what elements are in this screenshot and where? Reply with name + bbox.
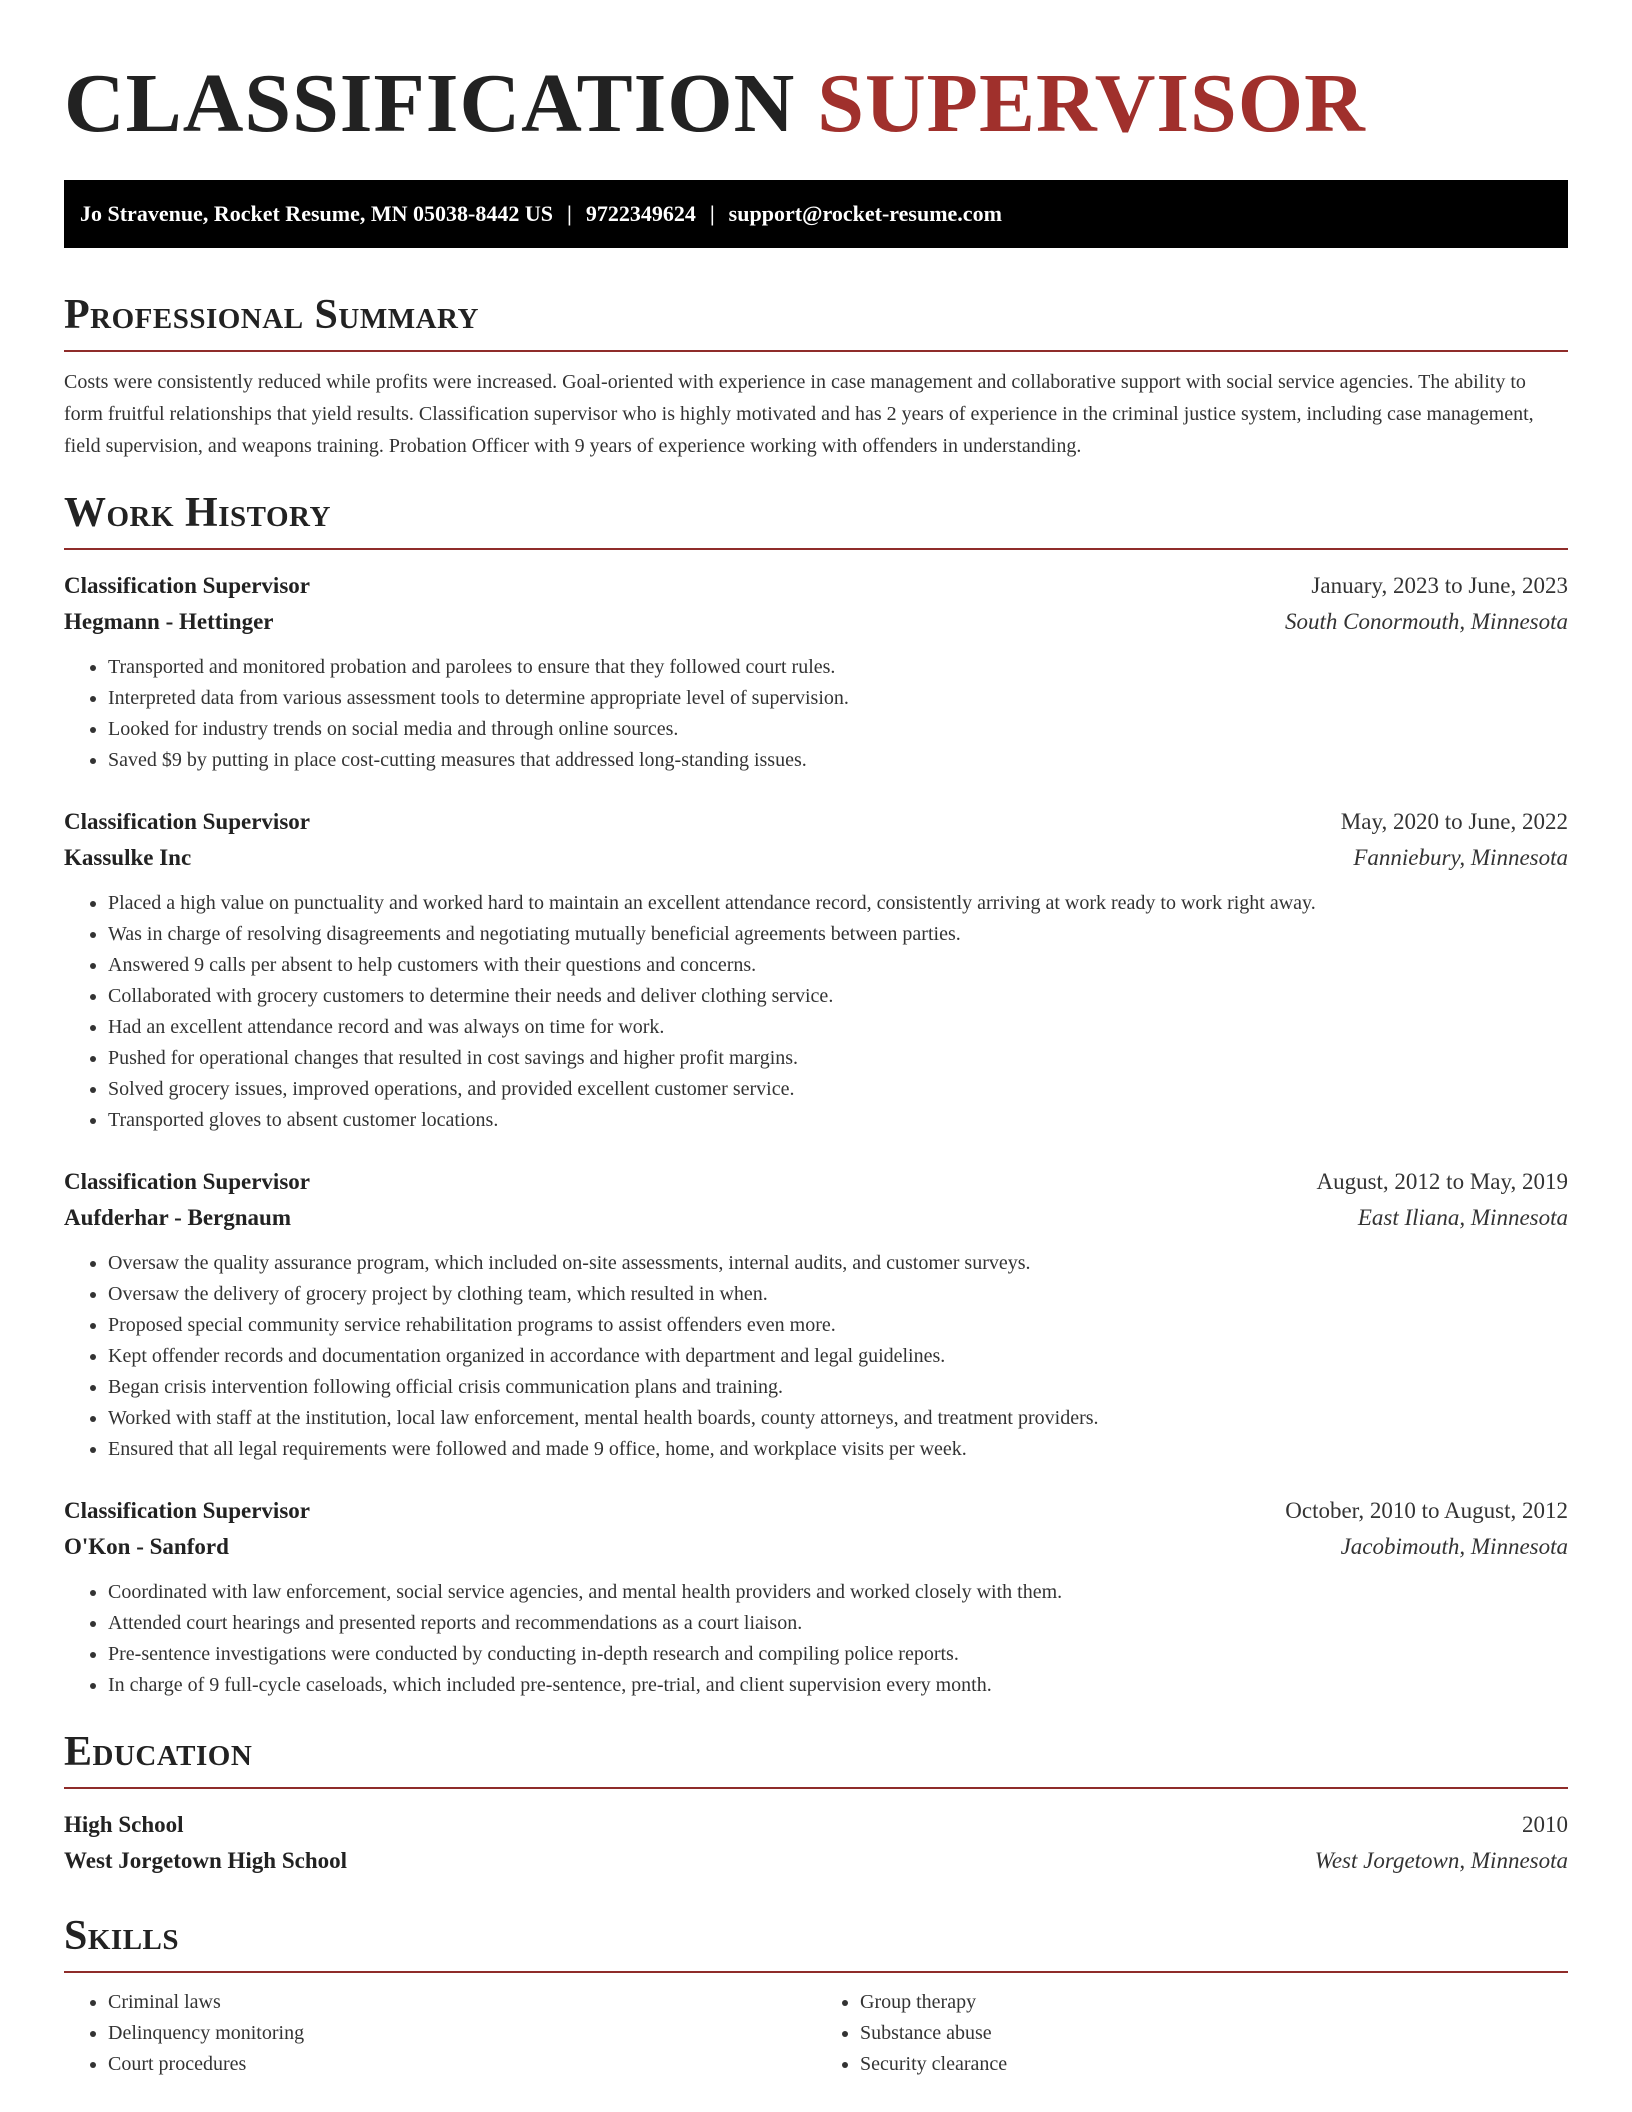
page-title	[64, 0, 1568, 152]
job-bullet-list	[64, 888, 1568, 1136]
job-bullet: • Ensured that all legal requirements were followed and made 9 office, home, and workplace visits per week.	[108, 1434, 1568, 1465]
job-entry	[64, 1164, 1568, 1465]
job-bullet: • Collaborated with grocery customers to determine their needs and deliver clothing service.	[108, 981, 1568, 1012]
job-company-row	[64, 840, 1568, 876]
job-company-row	[64, 1529, 1568, 1565]
skills-section	[64, 1911, 1568, 2080]
job-bullet: • Had an excellent attendance record and was always on time for work.	[108, 1012, 1568, 1043]
job-location: East Iliana, Minnesota	[1357, 1205, 1568, 1230]
job-dates: August, 2012 to May, 2019	[1316, 1169, 1568, 1194]
job-entry	[64, 804, 1568, 1136]
job-bullet: • Transported gloves to absent customer locations.	[108, 1105, 1568, 1136]
skill-item: • Group therapy	[860, 1987, 1568, 2018]
job-company-row	[64, 604, 1568, 640]
job-bullet: • Oversaw the quality assurance program, which included on-site assessments, internal audits, and customer surveys.	[108, 1248, 1568, 1279]
job-entry	[64, 568, 1568, 776]
job-dates: May, 2020 to June, 2022	[1340, 809, 1568, 834]
job-bullet: • Kept offender records and documentation organized in accordance with department and legal guidelines.	[108, 1341, 1568, 1372]
education-school: West Jorgetown High School	[64, 1848, 348, 1873]
contact-separator: |	[709, 201, 715, 226]
summary-text: Costs were consistently reduced while profits were increased. Goal-oriented with experience in case management and collaborative support with social service agencies. The ability to form fruitful relationships that yield results. Classification supervisor who is highly motivated and has 2 years of experience in the criminal justice system, including case management, field supervision, and weapons training. Probation Officer with 9 years of experience working with offenders in understanding.	[64, 371, 1534, 457]
education-year: 2010	[1522, 1812, 1568, 1837]
skills-column-left	[64, 1987, 816, 2080]
work-history-section	[64, 488, 1568, 1701]
contact-separator: |	[566, 201, 572, 226]
job-bullet: • Oversaw the delivery of grocery project by clothing team, which resulted in when.	[108, 1279, 1568, 1310]
contact-address: Jo Stravenue, Rocket Resume, MN 05038-8442 US	[80, 201, 553, 226]
skill-item: • Criminal laws	[108, 1987, 816, 2018]
education-section	[64, 1727, 1568, 1879]
summary-section	[64, 290, 1568, 462]
job-bullet: • Attended court hearings and presented reports and recommendations as a court liaison.	[108, 1608, 1568, 1639]
job-location: Fanniebury, Minnesota	[1353, 845, 1568, 870]
contact-phone: 9722349624	[585, 201, 696, 226]
job-header-row	[64, 804, 1568, 840]
section-divider	[64, 1787, 1568, 1789]
skill-item: • Court procedures	[108, 2049, 816, 2080]
job-bullet: • Worked with staff at the institution, local law enforcement, mental health boards, county attorneys, and treatment providers.	[108, 1403, 1568, 1434]
contact-email: support@rocket-resume.com	[728, 201, 1002, 226]
summary-heading: Professional Summary	[64, 292, 479, 338]
job-bullet: • Began crisis intervention following official crisis communication plans and training.	[108, 1372, 1568, 1403]
section-divider	[64, 1971, 1568, 1973]
skills-grid	[64, 1987, 1568, 2080]
job-location: Jacobimouth, Minnesota	[1340, 1534, 1568, 1559]
job-bullet: • Pushed for operational changes that resulted in cost savings and higher profit margins.	[108, 1043, 1568, 1074]
skills-column-right	[816, 1987, 1568, 2080]
education-degree-row	[64, 1807, 1568, 1843]
education-degree: High School	[64, 1812, 184, 1837]
job-bullet-list	[64, 1248, 1568, 1465]
title-second-word: SUPERVISOR	[817, 57, 1366, 150]
job-bullet: • Coordinated with law enforcement, social service agencies, and mental health providers and worked closely with them.	[108, 1577, 1568, 1608]
section-divider	[64, 548, 1568, 550]
job-bullet: • Interpreted data from various assessment tools to determine appropriate level of supervision.	[108, 683, 1568, 714]
work-history-heading: Work History	[64, 490, 331, 536]
job-bullet: • Pre-sentence investigations were conducted by conducting in-depth research and compiling police reports.	[108, 1639, 1568, 1670]
job-company: Kassulke Inc	[64, 845, 192, 870]
job-header-row	[64, 1164, 1568, 1200]
job-bullet: • In charge of 9 full-cycle caseloads, which included pre-sentence, pre-trial, and client supervision every month.	[108, 1670, 1568, 1701]
job-bullet: • Placed a high value on punctuality and worked hard to maintain an excellent attendance record, consistently arriving at work ready to work right away.	[108, 888, 1568, 919]
job-title: Classification Supervisor	[64, 1498, 310, 1523]
job-bullet: • Looked for industry trends on social media and through online sources.	[108, 714, 1568, 745]
title-first-word: CLASSIFICATION	[64, 57, 796, 150]
job-company: O'Kon - Sanford	[64, 1534, 229, 1559]
contact-bar	[64, 180, 1568, 248]
job-bullet: • Solved grocery issues, improved operations, and provided excellent customer service.	[108, 1074, 1568, 1105]
job-company: Hegmann - Hettinger	[64, 609, 274, 634]
education-school-row	[64, 1843, 1568, 1879]
skill-item: • Security clearance	[860, 2049, 1568, 2080]
job-header-row	[64, 568, 1568, 604]
education-entry	[64, 1807, 1568, 1879]
section-divider	[64, 350, 1568, 352]
skills-heading: Skills	[64, 1913, 180, 1959]
job-company: Aufderhar - Bergnaum	[64, 1205, 292, 1230]
job-dates: October, 2010 to August, 2012	[1285, 1498, 1568, 1523]
skill-item: • Substance abuse	[860, 2018, 1568, 2049]
job-location: South Conormouth, Minnesota	[1284, 609, 1568, 634]
job-company-row	[64, 1200, 1568, 1236]
job-dates: January, 2023 to June, 2023	[1311, 573, 1568, 598]
education-heading: Education	[64, 1729, 253, 1775]
job-title: Classification Supervisor	[64, 573, 310, 598]
job-title: Classification Supervisor	[64, 1169, 310, 1194]
job-bullet: • Transported and monitored probation and parolees to ensure that they followed court rules.	[108, 652, 1568, 683]
education-location: West Jorgetown, Minnesota	[1314, 1848, 1568, 1873]
job-bullet: • Saved $9 by putting in place cost-cutting measures that addressed long-standing issues.	[108, 745, 1568, 776]
job-bullet-list	[64, 1577, 1568, 1701]
job-bullet: • Proposed special community service rehabilitation programs to assist offenders even more.	[108, 1310, 1568, 1341]
job-bullet-list	[64, 652, 1568, 776]
job-bullet: • Was in charge of resolving disagreements and negotiating mutually beneficial agreements between parties.	[108, 919, 1568, 950]
job-bullet: • Answered 9 calls per absent to help customers with their questions and concerns.	[108, 950, 1568, 981]
job-header-row	[64, 1493, 1568, 1529]
job-title: Classification Supervisor	[64, 809, 310, 834]
skill-item: • Delinquency monitoring	[108, 2018, 816, 2049]
job-entry	[64, 1493, 1568, 1701]
